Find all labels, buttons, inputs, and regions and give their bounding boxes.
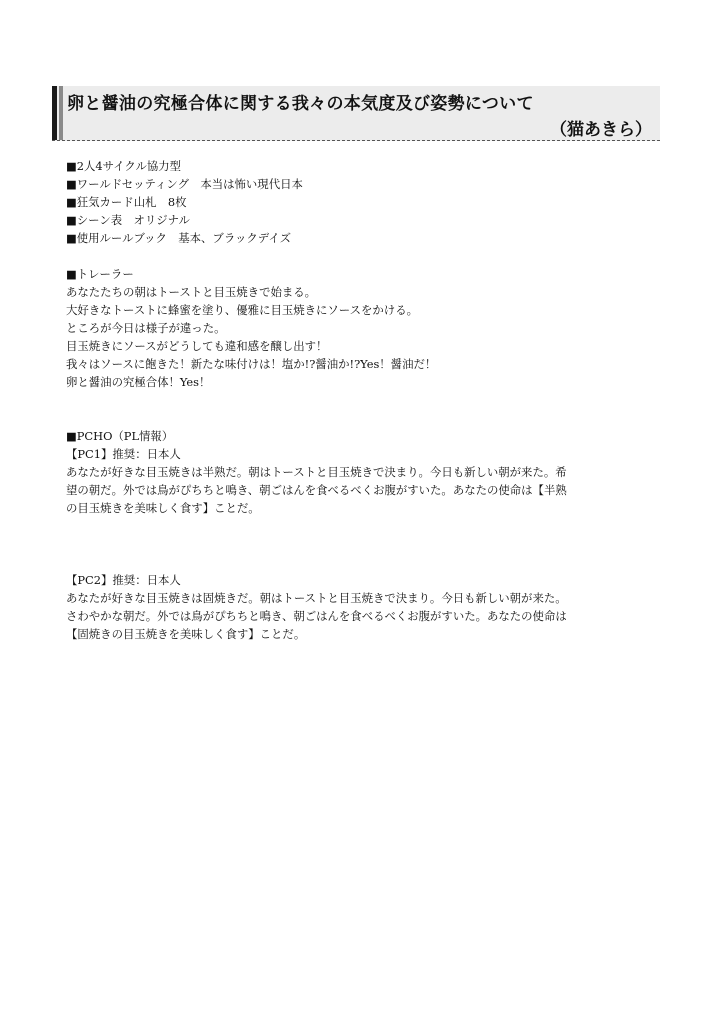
trailer-line: 卵と醤油の究極合体！Yes！ bbox=[66, 375, 211, 389]
pcho-section bbox=[66, 427, 666, 643]
title-accent-bar-secondary bbox=[59, 86, 63, 140]
trailer-section bbox=[66, 265, 666, 391]
spacer bbox=[66, 247, 666, 265]
overview-item-scene-table: ■シーン表 オリジナル bbox=[66, 213, 190, 227]
pc2-description-line: さわやかな朝だ。外では鳥がぴちちと鳴き、朝ごはんを食べるべくお腹がすいた。あなたの使命は bbox=[66, 609, 567, 623]
pc2-description-line: あなたが好きな目玉焼きは固焼きだ。朝はトーストと目玉焼きで決まり。今日も新しい朝が来た。 bbox=[66, 591, 567, 605]
pc1-description-line: の目玉焼きを美味しく食す】ことだ。 bbox=[66, 501, 260, 515]
trailer-line: あなたたちの朝はトーストと目玉焼きで始まる。 bbox=[66, 285, 317, 299]
overview-item-rulebooks: ■使用ルールブック 基本、ブラックデイズ bbox=[66, 231, 292, 245]
title-block bbox=[52, 86, 660, 141]
overview-item-world-setting: ■ワールドセッティング 本当は怖い現代日本 bbox=[66, 177, 303, 191]
pc2-label: 【PC2】推奨：日本人 bbox=[66, 573, 181, 587]
overview-item-players: ■2人4サイクル協力型 bbox=[66, 159, 182, 173]
trailer-line: 大好きなトーストに蜂蜜を塗り、優雅に目玉焼きにソースをかける。 bbox=[66, 303, 418, 317]
title-accent-bar bbox=[52, 86, 57, 140]
pcho-heading: ■PCHO（PL情報） bbox=[66, 429, 174, 443]
spacer bbox=[66, 391, 666, 427]
trailer-heading: ■トレーラー bbox=[66, 267, 134, 281]
document-body bbox=[66, 157, 666, 643]
author-name: （猫あきら） bbox=[550, 120, 652, 140]
overview-list bbox=[66, 157, 666, 247]
pc1-label: 【PC1】推奨：日本人 bbox=[66, 447, 181, 461]
page-title: 卵と醤油の究極合体に関する我々の本気度及び姿勢について bbox=[67, 94, 534, 114]
pc1-description-line: 望の朝だ。外では鳥がぴちちと鳴き、朝ごはんを食べるべくお腹がすいた。あなたの使命は【半熟 bbox=[66, 483, 567, 497]
pc1-description-line: あなたが好きな目玉焼きは半熟だ。朝はトーストと目玉焼きで決まり。今日も新しい朝が来た。希 bbox=[66, 465, 567, 479]
spacer bbox=[66, 517, 666, 571]
overview-item-madness-cards: ■狂気カード山札 8枚 bbox=[66, 195, 187, 209]
trailer-line: ところが今日は様子が違った。 bbox=[66, 321, 226, 335]
pc2-description-line: 【固焼きの目玉焼きを美味しく食す】ことだ。 bbox=[66, 627, 306, 641]
trailer-line: 我々はソースに飽きた！新たな味付けは！塩か!?醤油か!?Yes！醤油だ！ bbox=[66, 357, 437, 371]
trailer-line: 目玉焼きにソースがどうしても違和感を醸し出す！ bbox=[66, 339, 328, 353]
